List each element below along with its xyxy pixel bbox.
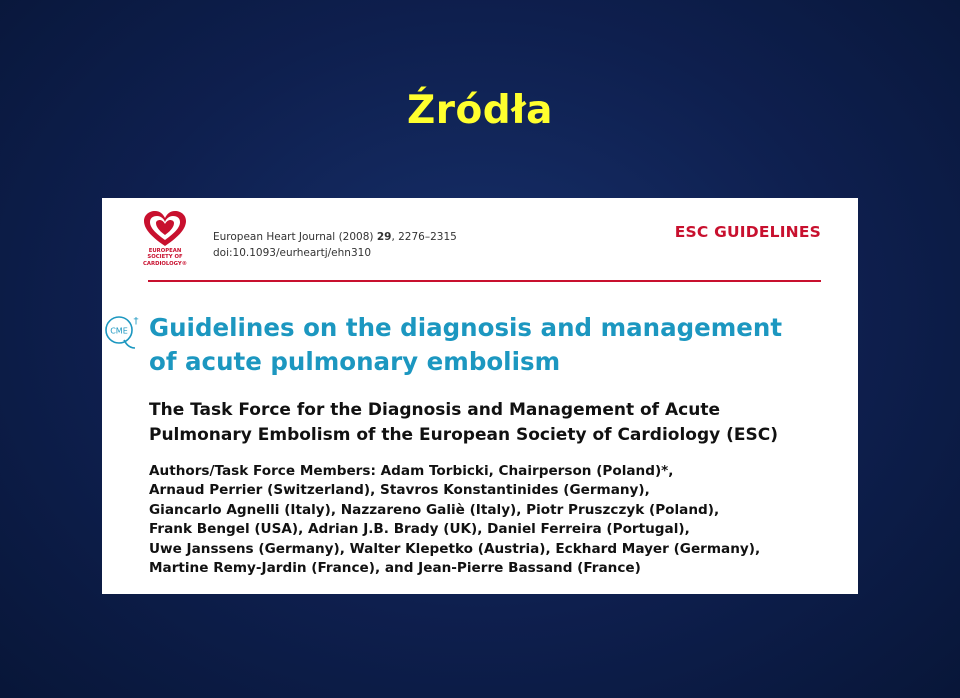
author-line: Authors/Task Force Members: Adam Torbicki, Chairperson (Poland)*, [149,463,674,479]
author-line: Martine Remy-Jardin (France), and Jean-Pierre Bassand (France) [149,560,641,577]
logo-text: EUROPEAN SOCIETY OF CARDIOLOGY® [143,248,187,267]
task-force-heading [149,398,849,448]
cme-dagger: † [133,316,139,327]
journal-pages: , 2276–2315 [391,231,457,243]
esc-heart-logo-icon [140,210,190,274]
task-force-line: Pulmonary Embolism of the European Society of Cardiology (ESC) [149,425,778,445]
journal-citation [213,229,457,261]
task-force-line: The Task Force for the Diagnosis and Management of Acute [149,400,720,420]
journal-volume: 29 [376,231,392,243]
guideline-title [149,311,839,379]
journal-citation-prefix: European Heart Journal (2008) [213,231,377,243]
section-label: ESC GUIDELINES [674,223,821,241]
author-line: Arnaud Perrier (Switzerland), Stavros Konstantinides (Germany), [149,482,650,499]
author-list [149,462,854,578]
journal-doi: doi:10.1093/eurheartj/ehn310 [213,247,371,259]
divider-rule [148,280,821,282]
slide-title: Źródła [406,88,553,133]
document-excerpt [102,198,858,594]
title-line: Guidelines on the diagnosis and management [149,313,783,342]
cme-q-icon [104,315,140,351]
author-line: Uwe Janssens (Germany), Walter Klepetko (Austria), Eckhard Mayer (Germany), [149,540,761,557]
author-line: Frank Bengel (USA), Adrian J.B. Brady (UK), Daniel Ferreira (Portugal), [149,521,690,538]
author-line: Giancarlo Agnelli (Italy), Nazzareno Galiè (Italy), Piotr Pruszczyk (Poland), [149,501,720,518]
cme-badge-text: CME [110,326,128,336]
title-line: of acute pulmonary embolism [149,347,561,376]
